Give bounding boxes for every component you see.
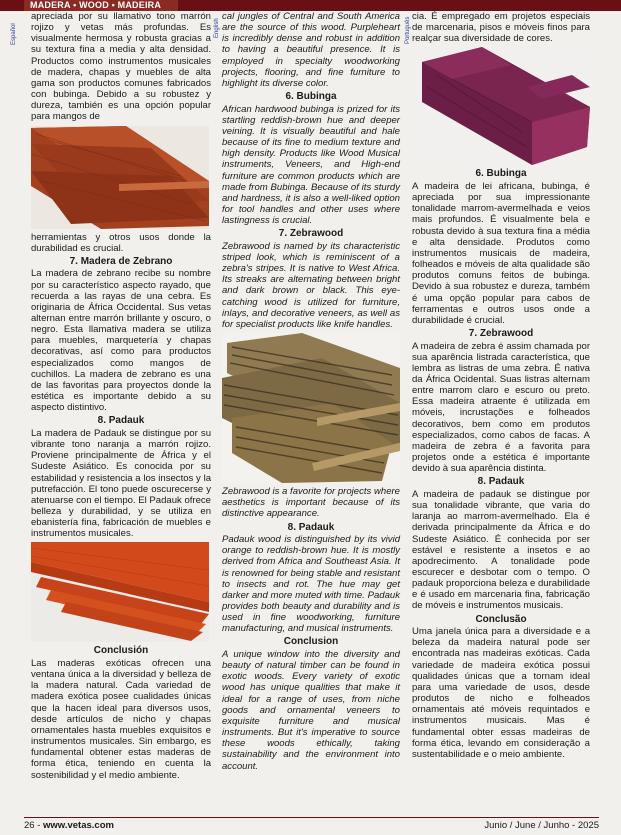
conclusion-text: Uma janela única para a diversidade e a beleza da madeira natural pode ser encontrada nas madeiras exóticas. Cada variedade de madeira exótica possui qualidades únicas que a tornam ideal para uma variedade de usos, desde produtos de nicho e folheados ornamentais até móveis requintados e instrumentos musicais. Mas é fundamental obter essas madeiras de forma ética, levando em consideração a sustentabilidade e o meio ambiente.	[412, 626, 590, 760]
page-number: 26 -	[24, 820, 44, 831]
padauk-heading: 8. Padauk	[477, 476, 525, 488]
padauk-planks-image	[31, 542, 211, 642]
bubinga-heading: 6. Bubinga	[285, 91, 337, 103]
zebrawood-text: A madeira de zebra é assim chamada por sua aparência listrada característica, que lembra as listras de uma zebra. É nativa da África Ocidental. Suas listras alternam entre marrom claro e escuro ou preto. Essa madeira atraente é utilizada em móveis, incrustações e folheados decorativos, bem como em produtos especializados, como cabos de facas. A madeira de zebra é a favorita para projetos onde a estética é importante devido à sua aparência distinta.	[412, 340, 590, 475]
bubinga-text: A madeira de lei africana, bubinga, é apreciada por sua impressionante tonalidade marrom-avermelhada e veios mais profundos. É visualmente bela e robusta devido à sua textura fina a média e alta densidade. Produtos como instrumentos musicais de madeira, folheados e móveis de alta qualidade são produtos comuns feitos de bubinga. Devido à sua robustez e dureza, também é uma opção popular para cabos de ferramentas e outros usos onde a durabilidade é crucial.	[412, 180, 590, 326]
bubinga-text-continued: apreciada por su llamativo tono marrón rojizo y vetas más profundas. Es visualmente hermosa y robusta gracias a su textura fina a media y alta densidad. Productos como instrumentos musicales de madera, chapas y muebles de alta gama son productos comunes fabricados con bubinga. Debido a su robustez y dureza, también es una opción popular para mangos de	[31, 11, 211, 123]
conclusion-text: Las maderas exóticas ofrecen una ventana única a la diversidad y belleza de la madera natural. Cada variedad de madera exótica posee cualidades únicas que la hacen ideal para diversos usos, desde artículos de nicho y chapas ornamentales hasta muebles exquisitos e instrumentos musicales. Sin embargo, es fundamental obtener estas maderas de forma ética, teniendo en cuenta la sostenibilidad y el medio ambiente.	[31, 657, 211, 781]
bubinga-text-end: herramientas y otros usos donde la durabilidad es crucial.	[31, 231, 211, 254]
issue-date: Junio / June / Junho - 2025	[484, 820, 599, 831]
purpleheart-text-continued: cia. É empregado em projetos especiais de marcenaria, pisos e móveis finos para realçar sua diversidade de cores.	[412, 11, 590, 45]
padauk-text: La madera de Padauk se distingue por su vibrante tono naranja a marrón rojizo. Proviene principalmente de África y el Sudeste Asiático. Es conocida por su estabilidad y resistencia a los insectos y la putrefacción. El tono puede oscurecerse y atenuarse con el tiempo. El Padauk ofrece belleza y durabilidad, y se utiliza en ebanistería fina, fabricación de muebles e instrumentos musicales.	[31, 427, 211, 540]
conclusion-heading: Conclusión	[93, 645, 149, 657]
spanish-column	[31, 11, 211, 808]
footer-page-info	[24, 820, 114, 832]
padauk-text: Padauk wood is distinguished by its vivid orange to reddish-brown hue. It is mostly derived from Africa and Southeast Asia. It is renowned for being stable and resistant to insects and rot. The hue may get darker and more muted with time. Padauk provides both beauty and durability and is used in fine woodworking, furniture manufacturing, and musical instruments.	[222, 534, 400, 635]
zebrawood-heading: 7. Zebrawood	[278, 228, 344, 240]
english-column	[222, 11, 400, 808]
bubinga-text: African hardwood bubinga is prized for its startling reddish-brown hue and deeper veining. It is visually beautiful and hale because of its fine to medium texture and high density. Products like Wood Musical instruments, Veneers, and High-end furniture are common products which are made from Bubinga. Because of its sturdy and hardness, it is also a well-liked option for tool handles and other uses where lastingness is crucial.	[222, 103, 400, 227]
purpleheart-text-continued: cal jungles of Central and South America are the source of this wood. Purpleheart is incredibly dense and robust in addition to having a beautiful presence. It is employed in specialty woodworking projects, flooring, and fine furniture to highlight its diverse color.	[222, 11, 400, 89]
portuguese-column	[412, 11, 590, 808]
header-bar	[0, 0, 621, 11]
purpleheart-beams-image	[412, 47, 590, 165]
zebrano-text: La madera de zebrano recibe su nombre por su característico aspecto rayado, que recuerda a las rayas de una cebra. Es originaria de África Occidental. Sus vetas alternan entre marrón brillante y oscuro, o negro. Esta llamativa madera se utiliza para muebles, marquetería y chapas decorativas, así como para productos especializados como mangos de cuchillos. La madera de zebrano es una de las favoritas para proyectos donde la estética es importante debido a su aspecto distintivo.	[31, 268, 211, 414]
language-label-english: English	[214, 18, 220, 38]
zebrawood-text-end: Zebrawood is a favorite for projects where aesthetics is important because of its distinctive appearance.	[222, 486, 400, 520]
padauk-text: A madeira de padauk se distingue por sua tonalidade vibrante, que varia do laranja ao marrom-avermelhado. Ela é derivada principalmente da África e do Sudeste Asiático. É conhecida por ser estável e resistente a insetos e ao apodrecimento. A tonalidade pode escurecer e desbotar com o tempo. O padauk proporciona beleza e durabilidade e é usado em marcenaria fina, fabricação de móveis e instrumentos musicais.	[412, 488, 590, 612]
language-label-spanish: Español	[11, 23, 17, 45]
site-link[interactable]: www.vetas.com	[43, 820, 114, 831]
conclusion-heading: Conclusion	[283, 636, 339, 648]
zebrawood-text: Zebrawood is named by its characteristic striped look, which is reminiscent of a zebra's stripes. It is native to West Africa. Its streaks are alternating between bright and dark brown or black. This eye-catching wood is utilized for furniture, inlays, and decorative veneers, as well as for specialist products like knife handles.	[222, 240, 400, 330]
bubinga-planks-image	[31, 126, 211, 229]
padauk-heading: 8. Padauk	[97, 415, 145, 427]
footer	[24, 820, 599, 832]
conclusion-heading: Conclusão	[475, 613, 527, 625]
bubinga-heading: 6. Bubinga	[475, 168, 527, 180]
padauk-heading: 8. Padauk	[287, 521, 335, 533]
zebrawood-heading: 7. Zebrawood	[468, 328, 534, 339]
language-label-portuguese: Português	[405, 16, 411, 44]
zebrawood-beams-image	[222, 333, 400, 483]
zebrano-heading: 7. Madera de Zebrano	[69, 255, 173, 267]
section-label: MADERA • WOOD • MADEIRA	[24, 0, 178, 11]
footer-divider	[24, 817, 599, 818]
conclusion-text: A unique window into the diversity and beauty of natural timber can be found in exotic woods. Every variety of exotic wood has unique qualities that make it ideal for a range of uses, from niche goods and ornamental veneers to exquisite furniture and musical instruments. But it's imperative to source these woods ethically, taking sustainability and the environment into account.	[222, 648, 400, 772]
